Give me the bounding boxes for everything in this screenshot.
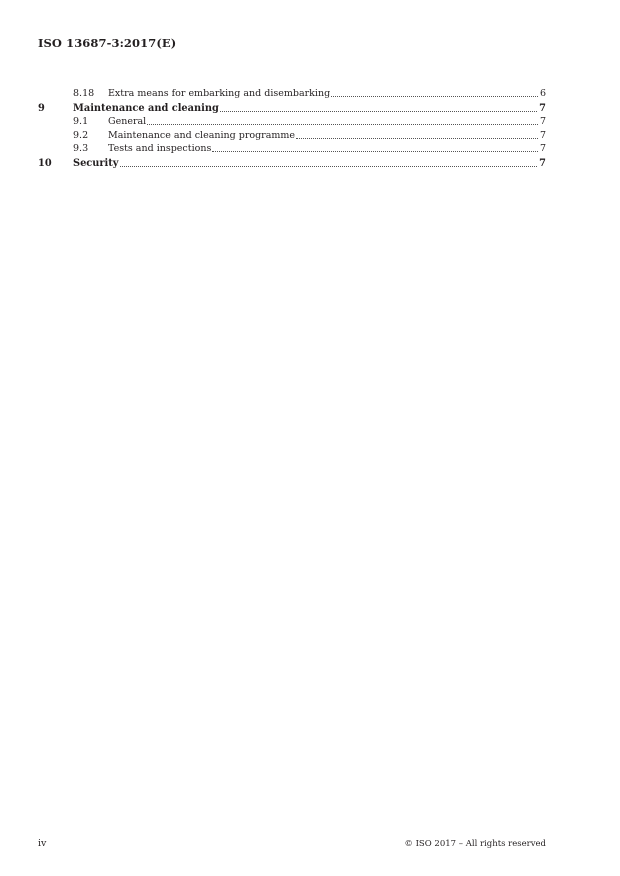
toc-entry-title: Maintenance and cleaning (73, 102, 219, 114)
page-number: iv (38, 838, 47, 849)
toc-entry-title: Security (73, 158, 119, 169)
toc-entry-9[interactable] (38, 100, 546, 115)
toc-entry-9-2[interactable] (38, 128, 546, 142)
toc-entry-page: 6 (539, 87, 546, 99)
toc-entry-9-3[interactable] (38, 142, 546, 156)
toc-dot-leader (147, 123, 538, 125)
toc-dot-leader (220, 110, 537, 112)
toc-entry-title: Maintenance and cleaning programme (108, 129, 296, 141)
table-of-contents (38, 86, 546, 170)
toc-entry-8-18[interactable] (38, 86, 546, 100)
toc-entry-page: 7 (539, 116, 546, 127)
toc-entry-title: Extra means for embarking and disembarking (108, 87, 331, 99)
toc-entry-page: 7 (539, 158, 546, 169)
toc-entry-number: 9.1 (73, 116, 89, 127)
toc-dot-leader (120, 165, 538, 167)
toc-entry-title: General (108, 116, 147, 127)
toc-entry-number: 10 (38, 158, 52, 169)
copyright-notice: © ISO 2017 – All rights reserved (404, 839, 546, 849)
toc-dot-leader (296, 137, 538, 139)
toc-entry-title: Tests and inspections (108, 143, 212, 154)
toc-entry-10[interactable] (38, 155, 546, 170)
toc-entry-number: 9.2 (73, 129, 89, 141)
toc-entry-number: 9 (38, 102, 45, 114)
toc-dot-leader (331, 95, 538, 97)
toc-entry-9-1[interactable] (38, 115, 546, 129)
toc-entry-page: 7 (539, 143, 546, 154)
toc-entry-number: 9.3 (73, 143, 89, 154)
toc-dot-leader (212, 150, 538, 152)
toc-entry-page: 7 (539, 102, 546, 114)
toc-entry-page: 7 (539, 129, 546, 141)
document-id-header: ISO 13687-3:2017(E) (38, 36, 177, 50)
toc-entry-number: 8.18 (73, 87, 95, 99)
